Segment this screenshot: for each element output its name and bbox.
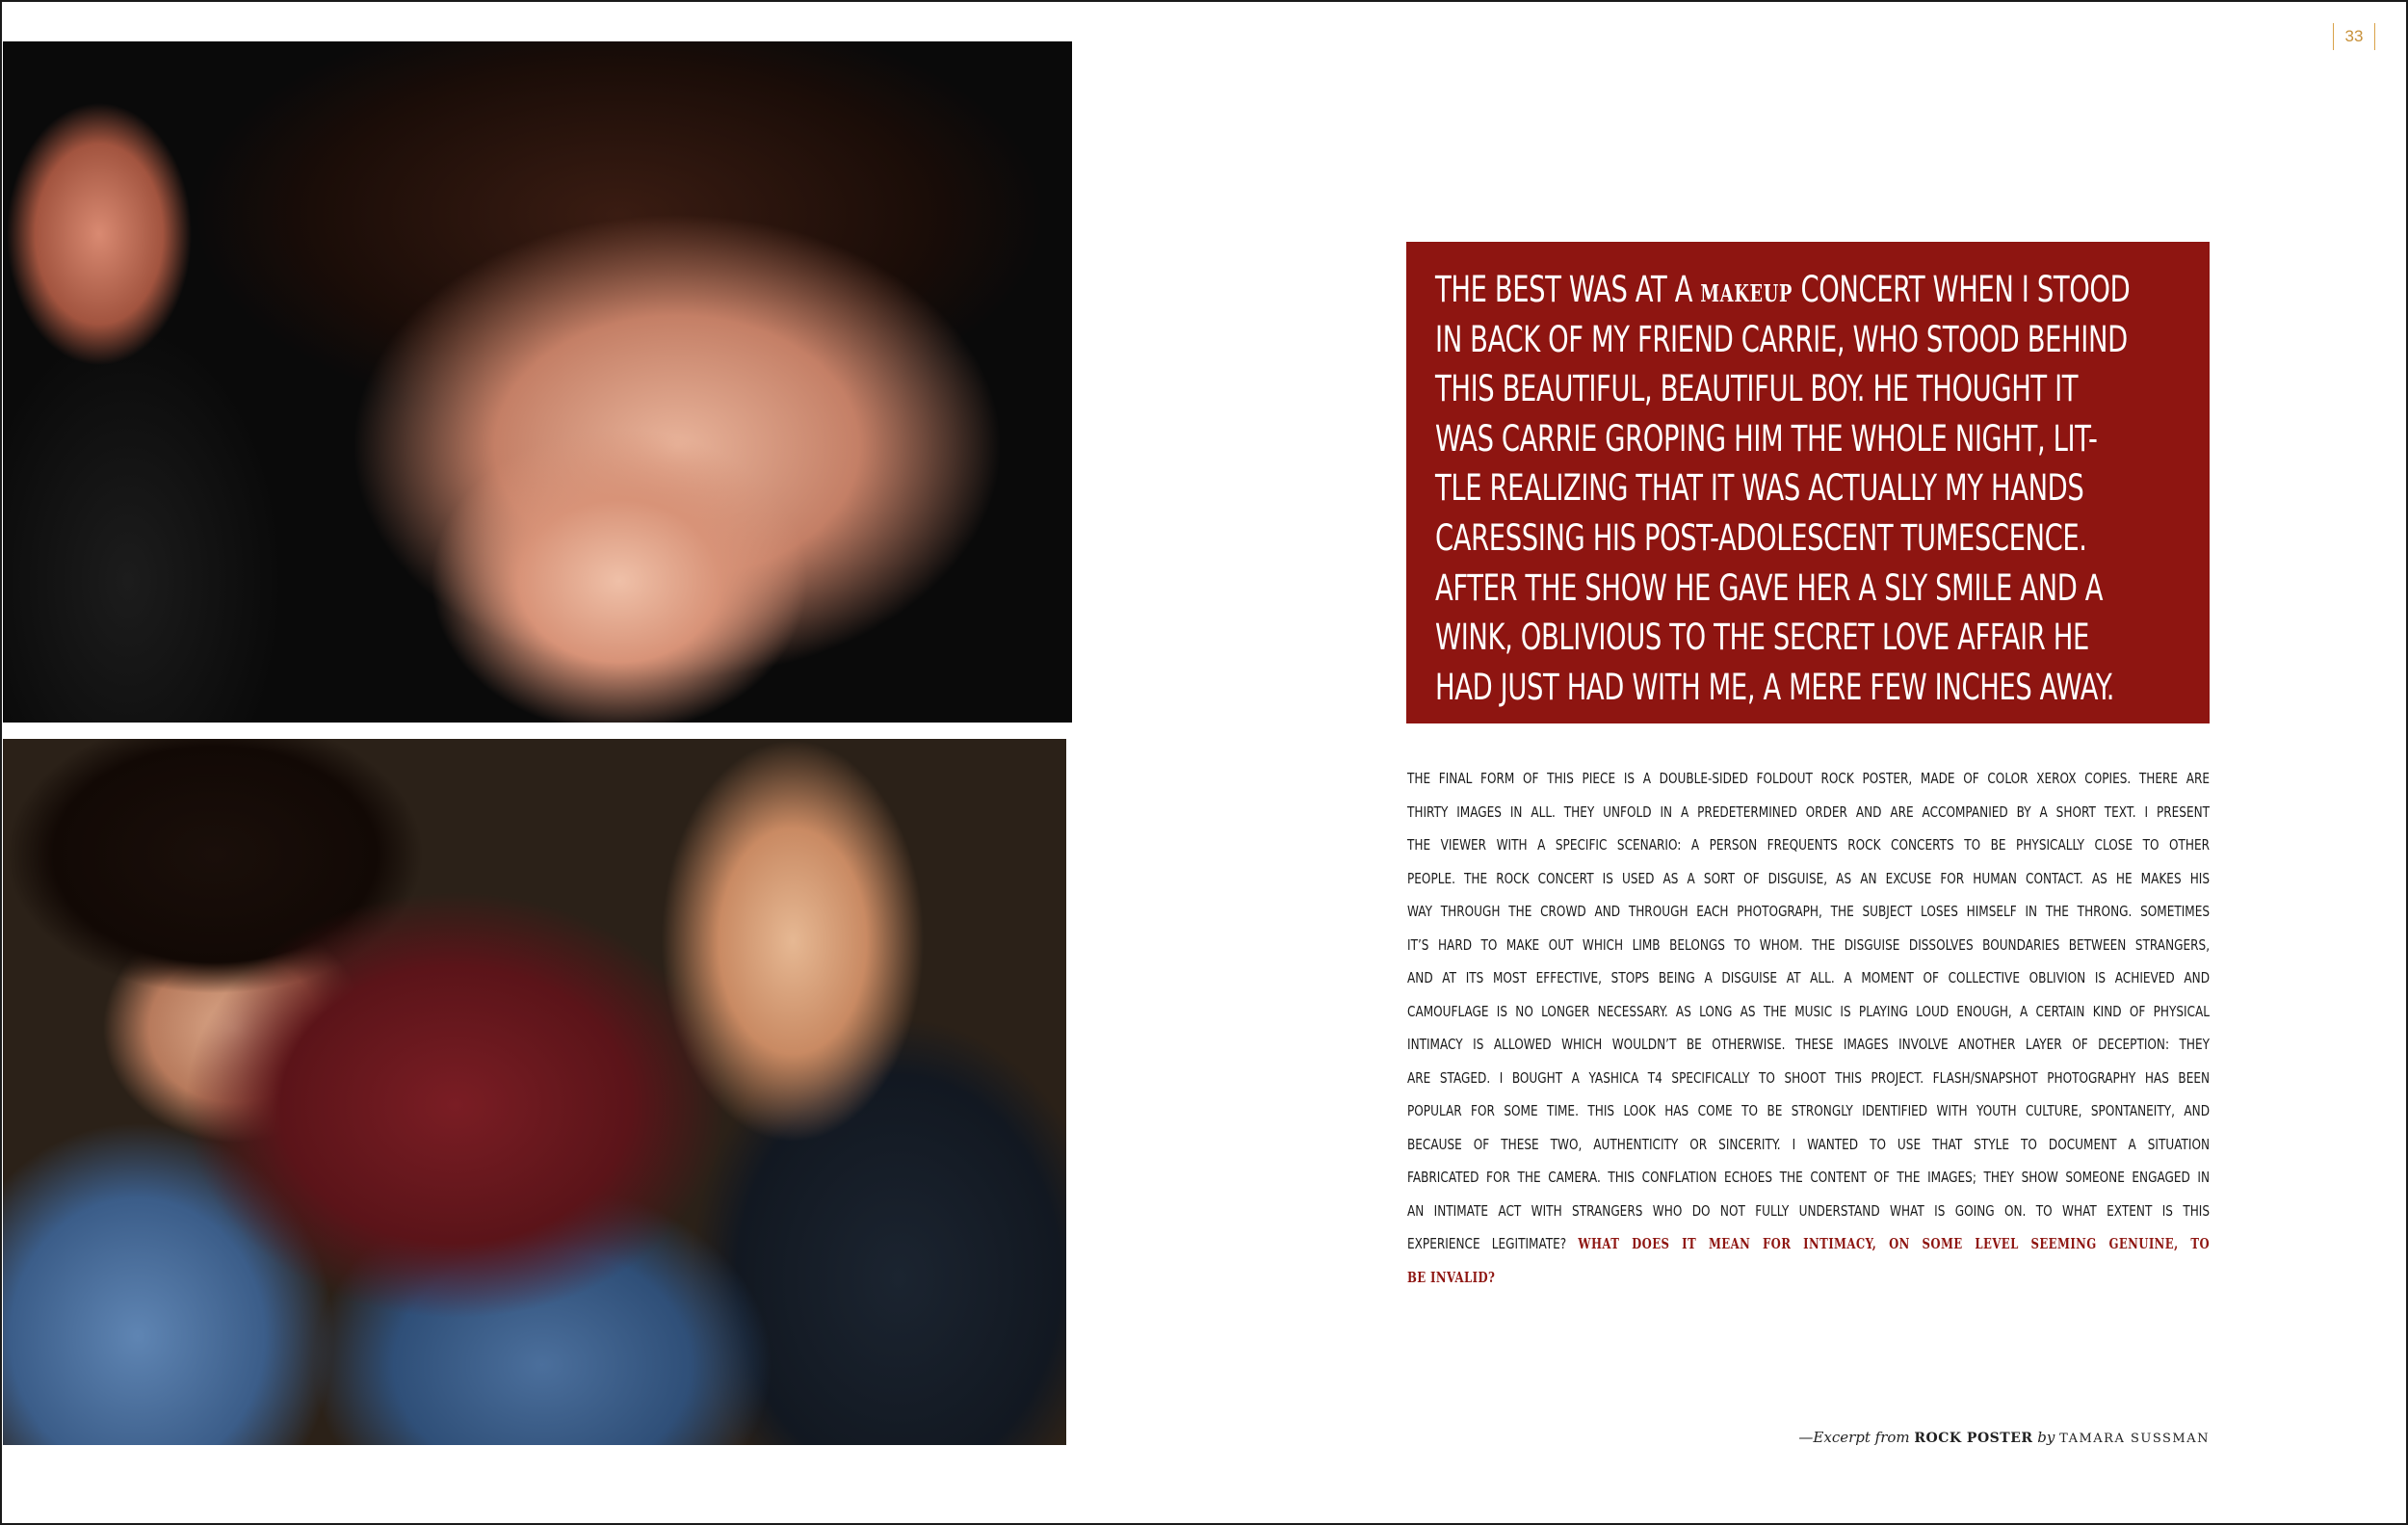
pull-quote-line: WINK, OBLIVIOUS TO THE SECRET LOVE AFFAIR HE xyxy=(1435,617,2089,659)
band-name: MAKEUP xyxy=(1700,279,1793,307)
pull-quote-line: THIS BEAUTIFUL, BEAUTIFUL BOY. HE THOUGHT IT xyxy=(1435,368,2079,410)
body-line: BECAUSE OF THESE TWO, AUTHENTICITY OR SINCERITY. I WANTED TO USE THAT STYLE TO DOCUMENT A SITUATION xyxy=(1407,1135,2211,1153)
body-line: IT’S HARD TO MAKE OUT WHICH LIMB BELONGS TO WHOM. THE DISGUISE DISSOLVES BOUNDARIES BETWEEN STRANGERS, xyxy=(1407,935,2211,954)
credit-title: ROCK POSTER xyxy=(1914,1431,2033,1446)
body-line: ARE STAGED. I BOUGHT A YASHICA T4 SPECIFICALLY TO SHOOT THIS PROJECT. FLASH/SNAPSHOT PHOTOGRAPHY HAS BEEN xyxy=(1407,1068,2211,1087)
credit-author: TAMARA SUSSMAN xyxy=(2059,1432,2210,1446)
body-line: POPULAR FOR SOME TIME. THIS LOOK HAS COME TO BE STRONGLY IDENTIFIED WITH YOUTH CULTURE, SPONTANEITY, AND xyxy=(1407,1102,2211,1119)
body-text xyxy=(1407,762,2210,1294)
photo-concert-crowd xyxy=(3,739,1066,1445)
body-line: AND AT ITS MOST EFFECTIVE, STOPS BEING A DISGUISE AT ALL. A MOMENT OF COLLECTIVE OBLIVION IS ACHIEVED AND xyxy=(1407,969,2211,986)
body-line xyxy=(1407,1261,2210,1295)
pull-quote-line: AFTER THE SHOW HE GAVE HER A SLY SMILE AND A xyxy=(1435,566,2104,609)
body-line: THE VIEWER WITH A SPECIFIC SCENARIO: A PERSON FREQUENTS ROCK CONCERTS TO BE PHYSICALLY CLOSE TO OTHER xyxy=(1407,836,2211,854)
highlighted-question-end: BE INVALID? xyxy=(1407,1268,1496,1286)
body-line: INTIMACY IS ALLOWED WHICH WOULDN’T BE OTHERWISE. THESE IMAGES INVOLVE ANOTHER LAYER OF DECEPTION: THEY xyxy=(1407,1036,2211,1053)
body-line: PEOPLE. THE ROCK CONCERT IS USED AS A SORT OF DISGUISE, AS AN EXCUSE FOR HUMAN CONTACT. AS HE MAKES HIS xyxy=(1407,869,2211,887)
highlighted-question: WHAT DOES IT MEAN FOR INTIMACY, ON SOME LEVEL SEEMING GENUINE, TO xyxy=(1578,1235,2211,1252)
pull-quote-line: TLE REALIZING THAT IT WAS ACTUALLY MY HANDS xyxy=(1435,467,2084,510)
body-line: THE FINAL FORM OF THIS PIECE IS A DOUBLE-SIDED FOLDOUT ROCK POSTER, MADE OF COLOR XEROX COPIES. THERE ARE xyxy=(1407,770,2211,787)
pull-quote-line: THE BEST WAS AT A MAKEUP CONCERT WHEN I STOOD xyxy=(1435,269,2131,310)
pull-quote-line: IN BACK OF MY FRIEND CARRIE, WHO STOOD BEHIND xyxy=(1435,318,2128,360)
pull-quote-line: WAS CARRIE GROPING HIM THE WHOLE NIGHT, LIT- xyxy=(1435,417,2098,460)
body-line: WAY THROUGH THE CROWD AND THROUGH EACH PHOTOGRAPH, THE SUBJECT LOSES HIMSELF IN THE THRONG. SOMETIMES xyxy=(1407,903,2211,920)
pull-quote-line: CARESSING HIS POST-ADOLESCENT TUMESCENCE. xyxy=(1435,516,2087,559)
pull-quote-line: HAD JUST HAD WITH ME, A MERE FEW INCHES AWAY. xyxy=(1435,666,2115,708)
body-line: FABRICATED FOR THE CAMERA. THIS CONFLATION ECHOES THE CONTENT OF THE IMAGES; THEY SHOW SOMEONE ENGAGED IN xyxy=(1407,1169,2211,1186)
pull-quote-box xyxy=(1406,242,2210,723)
body-line: AN INTIMATE ACT WITH STRANGERS WHO DO NOT FULLY UNDERSTAND WHAT IS GOING ON. TO WHAT EXTENT IS THIS xyxy=(1407,1201,2211,1220)
body-line: CAMOUFLAGE IS NO LONGER NECESSARY. AS LONG AS THE MUSIC IS PLAYING LOUD ENOUGH, A CERTAIN KIND OF PHYSICAL xyxy=(1407,1002,2211,1020)
body-line: THIRTY IMAGES IN ALL. THEY UNFOLD IN A PREDETERMINED ORDER AND ARE ACCOMPANIED BY A SHORT TEXT. I PRESENT xyxy=(1407,802,2211,821)
body-line: EXPERIENCE LEGITIMATE? WHAT DOES IT MEAN FOR INTIMACY, ON SOME LEVEL SEEMING GENUINE, TO xyxy=(1407,1235,2211,1252)
page-number: 33 xyxy=(2333,23,2375,50)
excerpt-credit: —Excerpt from ROCK POSTER by TAMARA SUSSMAN xyxy=(1798,1429,2210,1446)
photo-close-up-face xyxy=(3,41,1072,723)
